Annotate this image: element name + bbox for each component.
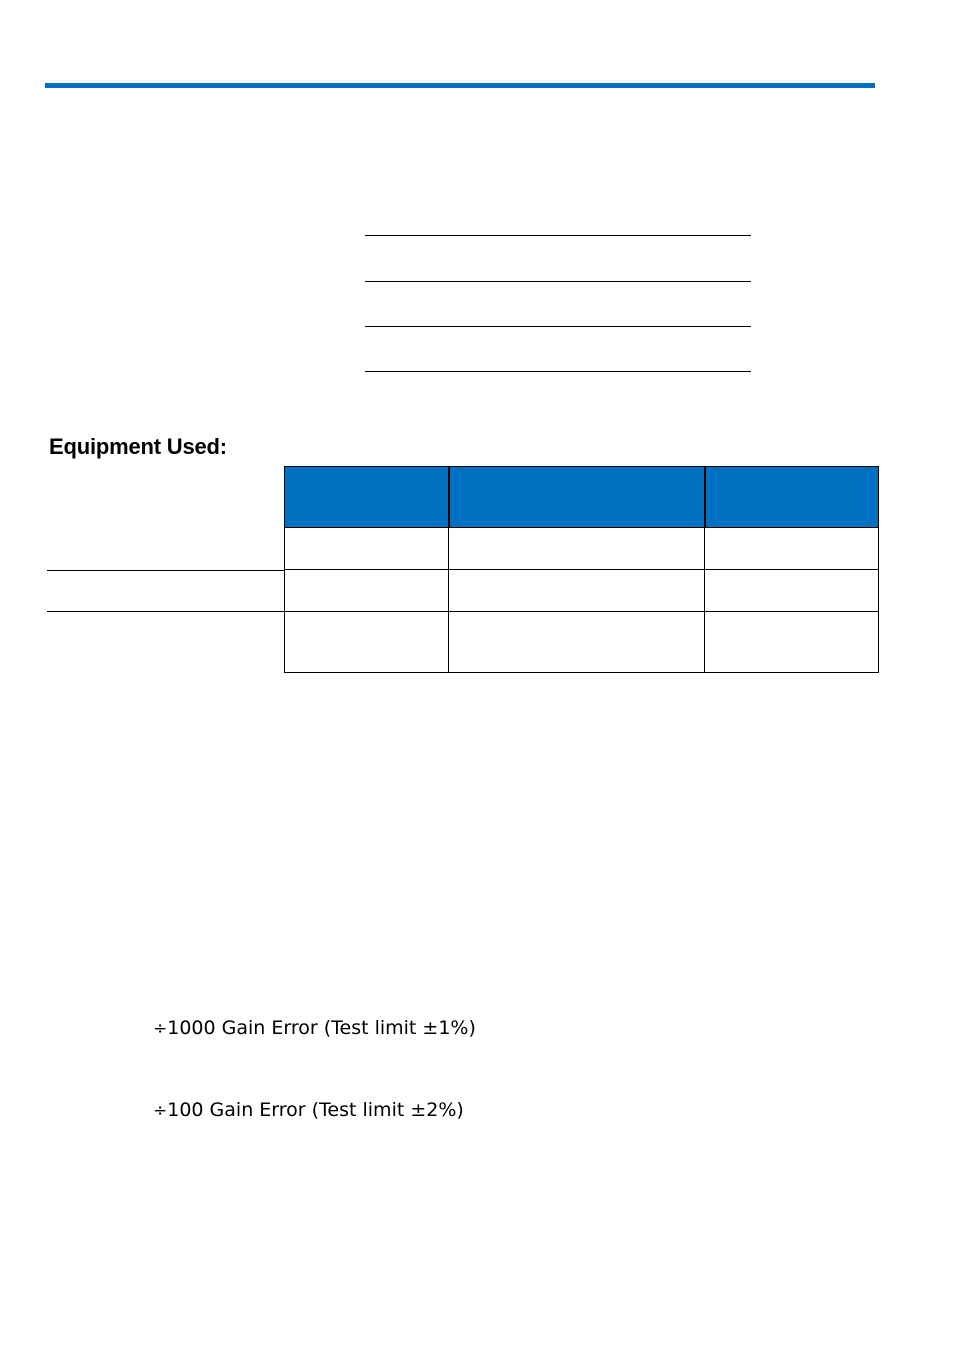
row-divider xyxy=(47,611,285,612)
signature-line-1 xyxy=(365,235,751,236)
signature-line-4 xyxy=(365,371,751,372)
gain-error-100 xyxy=(153,1099,464,1121)
table-cell xyxy=(705,570,879,612)
table-cell xyxy=(449,570,705,612)
table-header-cell xyxy=(285,467,449,528)
header-rule xyxy=(45,83,875,88)
table-cell xyxy=(285,528,449,570)
divide-icon: ÷ xyxy=(153,1101,168,1121)
table-row xyxy=(285,528,879,570)
equipment-table xyxy=(284,466,879,673)
table-cell xyxy=(285,612,449,673)
signature-line-3 xyxy=(365,326,751,327)
table-cell xyxy=(449,612,705,673)
gain-error-1000 xyxy=(153,1017,476,1039)
table-cell xyxy=(705,612,879,673)
table-header-cell xyxy=(705,467,879,528)
signature-line-2 xyxy=(365,281,751,282)
table-cell xyxy=(449,528,705,570)
table-row xyxy=(285,612,879,673)
gain-error-label: 100 Gain Error (Test limit ±2%) xyxy=(167,1099,464,1121)
table-cell xyxy=(285,570,449,612)
row-divider xyxy=(47,570,285,571)
divide-icon: ÷ xyxy=(153,1019,168,1039)
equipment-heading: Equipment Used: xyxy=(49,434,227,459)
table-header-row xyxy=(285,467,879,528)
gain-error-label: 1000 Gain Error (Test limit ±1%) xyxy=(167,1017,476,1039)
table-cell xyxy=(705,528,879,570)
table-header-cell xyxy=(449,467,705,528)
table-row xyxy=(285,570,879,612)
